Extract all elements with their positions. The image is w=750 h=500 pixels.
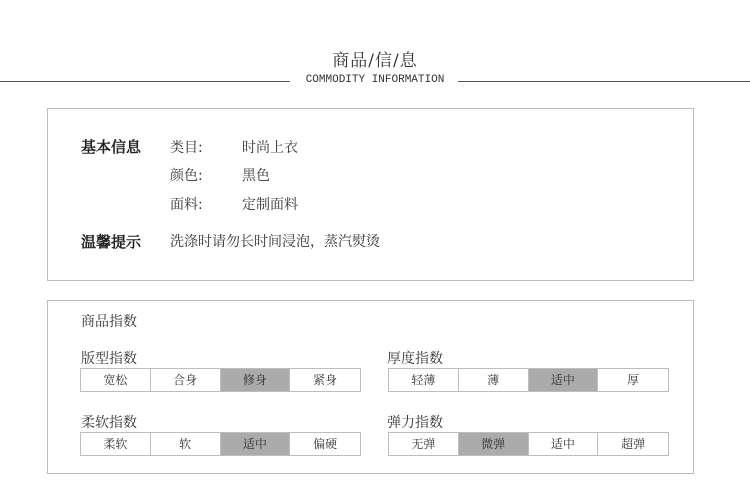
elasticity-option-high: 超弹	[621, 437, 646, 451]
thickness-index-scale	[388, 368, 669, 392]
page-subtitle	[0, 74, 750, 86]
softness-option-soft: 柔软	[81, 433, 151, 455]
thickness-option-thick: 厚	[627, 373, 640, 387]
category-key: 类目:	[170, 140, 203, 156]
thickness-option-thin: 薄	[459, 369, 529, 391]
color-value: 黑色	[242, 168, 270, 184]
fit-index-label: 版型指数	[81, 351, 137, 367]
elasticity-option-medium: 适中	[529, 433, 599, 455]
tips-text: 洗涤时请勿长时间浸泡，蒸汽熨烫	[170, 234, 380, 250]
tips-heading: 温馨提示	[81, 233, 142, 251]
softness-index-label: 柔软指数	[81, 415, 137, 431]
basic-info-panel	[47, 108, 694, 281]
thickness-option-light: 轻薄	[389, 369, 459, 391]
fit-option-tight: 紧身	[313, 373, 338, 387]
fit-index-scale	[80, 368, 361, 392]
fabric-key: 面料:	[170, 197, 203, 213]
fit-option-regular: 合身	[151, 369, 221, 391]
thickness-index-label: 厚度指数	[387, 351, 443, 367]
softness-index-scale	[80, 432, 361, 456]
elasticity-option-none: 无弹	[389, 433, 459, 455]
page-title: 商品/信/息	[332, 51, 418, 71]
fit-option-loose: 宽松	[81, 369, 151, 391]
page-subtitle-text: COMMODITY INFORMATION	[298, 74, 453, 86]
thickness-option-medium: 适中	[529, 369, 599, 391]
fit-option-slim: 修身	[221, 369, 291, 391]
elasticity-option-slight: 微弹	[459, 433, 529, 455]
softness-option-stiff: 偏硬	[313, 437, 338, 451]
basic-info-heading: 基本信息	[81, 138, 142, 156]
softness-option-medium: 适中	[221, 433, 291, 455]
category-value: 时尚上衣	[242, 140, 298, 156]
page-header	[0, 40, 750, 100]
elasticity-index-label: 弹力指数	[387, 415, 443, 431]
fabric-value: 定制面料	[242, 197, 298, 213]
elasticity-index-scale	[388, 432, 669, 456]
color-key: 颜色:	[170, 168, 203, 184]
index-title: 商品指数	[81, 314, 137, 330]
softness-option-softish: 软	[151, 433, 221, 455]
